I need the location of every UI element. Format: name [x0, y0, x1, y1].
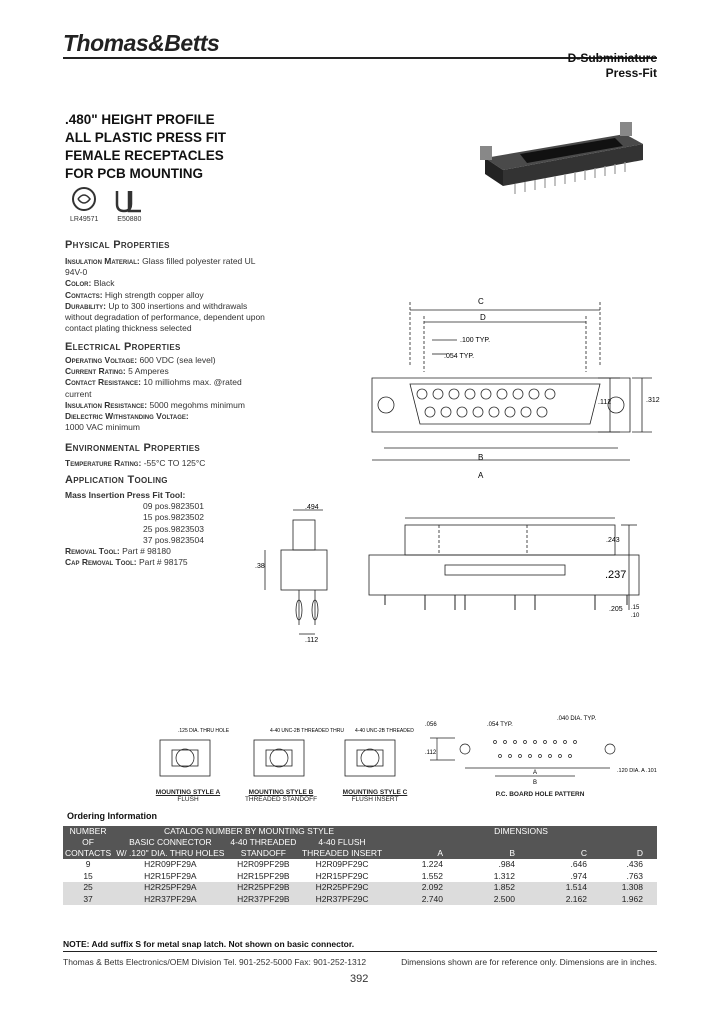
- environmental-text: [65, 458, 270, 469]
- physical-text: [65, 256, 270, 334]
- side-view-drawing: [253, 500, 333, 645]
- ordering-note: NOTE: Add suffix S for metal snap latch. Not shown on basic connector.: [63, 939, 355, 949]
- dim-c: C: [478, 297, 484, 306]
- tooling-text: [65, 490, 270, 568]
- durability-label: Durability:: [65, 300, 106, 311]
- tool-row: 09 pos.9823501: [143, 501, 204, 512]
- dim-100: .100 TYP.: [460, 337, 491, 344]
- dielectric-label: Dielectric Withstanding Voltage:: [65, 411, 189, 422]
- connector-photo: [465, 120, 660, 205]
- footer-disclaimer: Dimensions shown are for reference only. Dimensions are in inches.: [401, 957, 657, 967]
- pcb-pattern-title: P.C. BOARD HOLE PATTERN: [495, 791, 585, 798]
- removal-label: Removal Tool:: [65, 546, 120, 557]
- dim-112: .112: [598, 399, 612, 406]
- csa-cert: [70, 186, 98, 223]
- csa-number: LR49571: [70, 216, 99, 223]
- contacts-value: High strength copper alloy: [104, 289, 204, 300]
- table-row: 15 H2R15PF29A H2R15PF29B H2R15PF29C 1.552 1.312 .974 .763: [83, 870, 643, 881]
- tooling-heading: Application Tooling: [65, 474, 168, 486]
- table-row: 37 H2R37PF29A H2R37PF29B H2R37PF29C 2.740 2.500 2.162 1.962: [63, 894, 657, 906]
- contacts-label: Contacts:: [65, 289, 103, 300]
- dim-312: .312: [646, 397, 660, 404]
- electrical-text: [65, 355, 270, 433]
- csa-logo-icon: [71, 186, 97, 220]
- page-number: 392: [350, 973, 369, 985]
- physical-heading: Physical Properties: [65, 239, 170, 251]
- voltage-value: 600 VDC (sea level): [139, 355, 216, 365]
- mounting-style-a-drawing: [150, 722, 230, 782]
- durability-value: Up to 300 insertions and withdrawals without degradation of performance, dependent upon contact plating thickness selected: [65, 300, 265, 334]
- thru-hole-label: .125 DIA. THRU HOLE: [178, 728, 230, 734]
- table-header-row: CONTACTS W/ .120" DIA. THRU HOLES STANDOFF THREADED INSERT A B C D: [63, 848, 657, 859]
- voltage-label: Operating Voltage:: [65, 355, 138, 365]
- dim-112-side: .112: [305, 637, 319, 644]
- ul-logo-icon: [114, 186, 144, 220]
- dim-10: .10: [631, 613, 640, 619]
- table-row: 25 H2R25PF29A H2R25PF29B H2R25PF29C 2.092 1.852 1.514 1.308: [63, 882, 657, 894]
- threaded-insert-label: 4-40 UNC-2B THREADED: [355, 728, 414, 734]
- current-label: Current Rating:: [65, 366, 126, 377]
- insulation-label: Insulation Material:: [65, 256, 140, 266]
- tool-row: 37 pos.9823504: [143, 534, 204, 545]
- long-side-view-drawing: [365, 510, 657, 635]
- title-line-1: .480" HEIGHT PROFILE: [65, 112, 215, 127]
- dim-15: .15: [631, 605, 640, 611]
- mounting-style-c-drawing: [335, 722, 415, 782]
- pcb-dim-a: A: [533, 770, 538, 776]
- cap-label: Cap Removal Tool:: [65, 557, 137, 568]
- electrical-heading: Electrical Properties: [65, 341, 181, 353]
- dim-237: .237: [605, 569, 627, 581]
- cap-value: Part # 98175: [138, 557, 188, 568]
- dim-054: .054 TYP.: [444, 353, 475, 360]
- table-header-row: [63, 826, 657, 837]
- title-line-3: FEMALE RECEPTACLES: [65, 148, 224, 163]
- pcb-dim-112: .112: [425, 750, 437, 756]
- header-catalog: CATALOG NUMBER BY MOUNTING STYLE: [113, 826, 385, 837]
- dim-205: .205: [609, 606, 623, 613]
- title-line-2: ALL PLASTIC PRESS FIT: [65, 130, 227, 145]
- table-header-row: OF BASIC CONNECTOR 4-40 THREADED 4-40 FLUSH: [63, 837, 657, 848]
- ul-number: E50880: [117, 216, 142, 223]
- style-b-label: MOUNTING STYLE B THREADED STANDOFF: [244, 789, 318, 803]
- category-label: D-Subminiature: [567, 51, 657, 65]
- color-value: Black: [93, 278, 115, 289]
- ordering-table: [63, 826, 657, 905]
- certifications: [70, 186, 158, 223]
- product-title: [65, 111, 265, 183]
- pcb-dim-054: .054 TYP.: [487, 722, 513, 728]
- dim-494: .494: [305, 504, 319, 511]
- mounting-style-b-drawing: [240, 722, 344, 782]
- pcb-dim-120: .120 DIA. A .101: [617, 768, 657, 774]
- dim-b: B: [478, 453, 484, 462]
- color-label: Color:: [65, 278, 92, 289]
- title-line-4: FOR PCB MOUNTING: [65, 166, 203, 181]
- pcb-dim-b: B: [533, 780, 538, 786]
- ordering-heading: Ordering Information: [67, 811, 157, 821]
- resistance-value: 10 milliohms max. @rated current: [65, 377, 242, 399]
- dim-a: A: [478, 471, 484, 480]
- insulation-resistance-label: Insulation Resistance:: [65, 399, 148, 410]
- dim-243: .243: [606, 537, 620, 544]
- front-view-drawing: [362, 292, 662, 482]
- company-logo: Thomas&Betts: [63, 30, 220, 56]
- pcb-dim-056: .056: [425, 722, 437, 728]
- dim-38: .38: [255, 563, 265, 570]
- header-number: NUMBER: [63, 826, 113, 837]
- table-row: 9 H2R09PF29A H2R09PF29B H2R09PF29C 1.224 .984 .646 .436: [85, 859, 643, 869]
- resistance-label: Contact Resistance:: [65, 377, 141, 388]
- temp-value: -55°C TO 125°C: [143, 458, 206, 468]
- footer-rule: [63, 951, 657, 952]
- removal-value: Part # 98180: [122, 546, 171, 557]
- threaded-thru-label: 4-40 UNC-2B THREADED THRU: [270, 728, 344, 734]
- insulation-resistance-value: 5000 megohms minimum: [149, 399, 245, 410]
- connector-body: [480, 122, 643, 194]
- footer-company: Thomas & Betts Electronics/OEM Division Tel. 901-252-5000 Fax: 901-252-1312: [63, 957, 367, 967]
- subcategory-label: Press-Fit: [605, 66, 657, 80]
- tool-row: 25 pos.9823503: [143, 523, 204, 534]
- ul-cert: [114, 186, 144, 223]
- pcb-pattern-drawing: [425, 712, 660, 792]
- dielectric-value: 1000 VAC minimum: [65, 422, 140, 433]
- tool-row: 15 pos.9823502: [143, 512, 204, 523]
- mass-tool-label: Mass Insertion Press Fit Tool:: [65, 490, 186, 500]
- pcb-dim-040: .040 DIA. TYP.: [557, 716, 597, 722]
- style-c-label: MOUNTING STYLE C FLUSH INSERT: [342, 789, 408, 803]
- temp-label: Temperature Rating:: [65, 458, 142, 468]
- insulation-value: Glass filled polyester rated UL 94V-0: [65, 256, 256, 278]
- header-dimensions: DIMENSIONS: [385, 826, 657, 837]
- current-value: 5 Amperes: [128, 366, 169, 377]
- style-a-label: MOUNTING STYLE A FLUSH: [155, 789, 221, 803]
- dim-d: D: [480, 313, 486, 322]
- environmental-heading: Environmental Properties: [65, 442, 201, 454]
